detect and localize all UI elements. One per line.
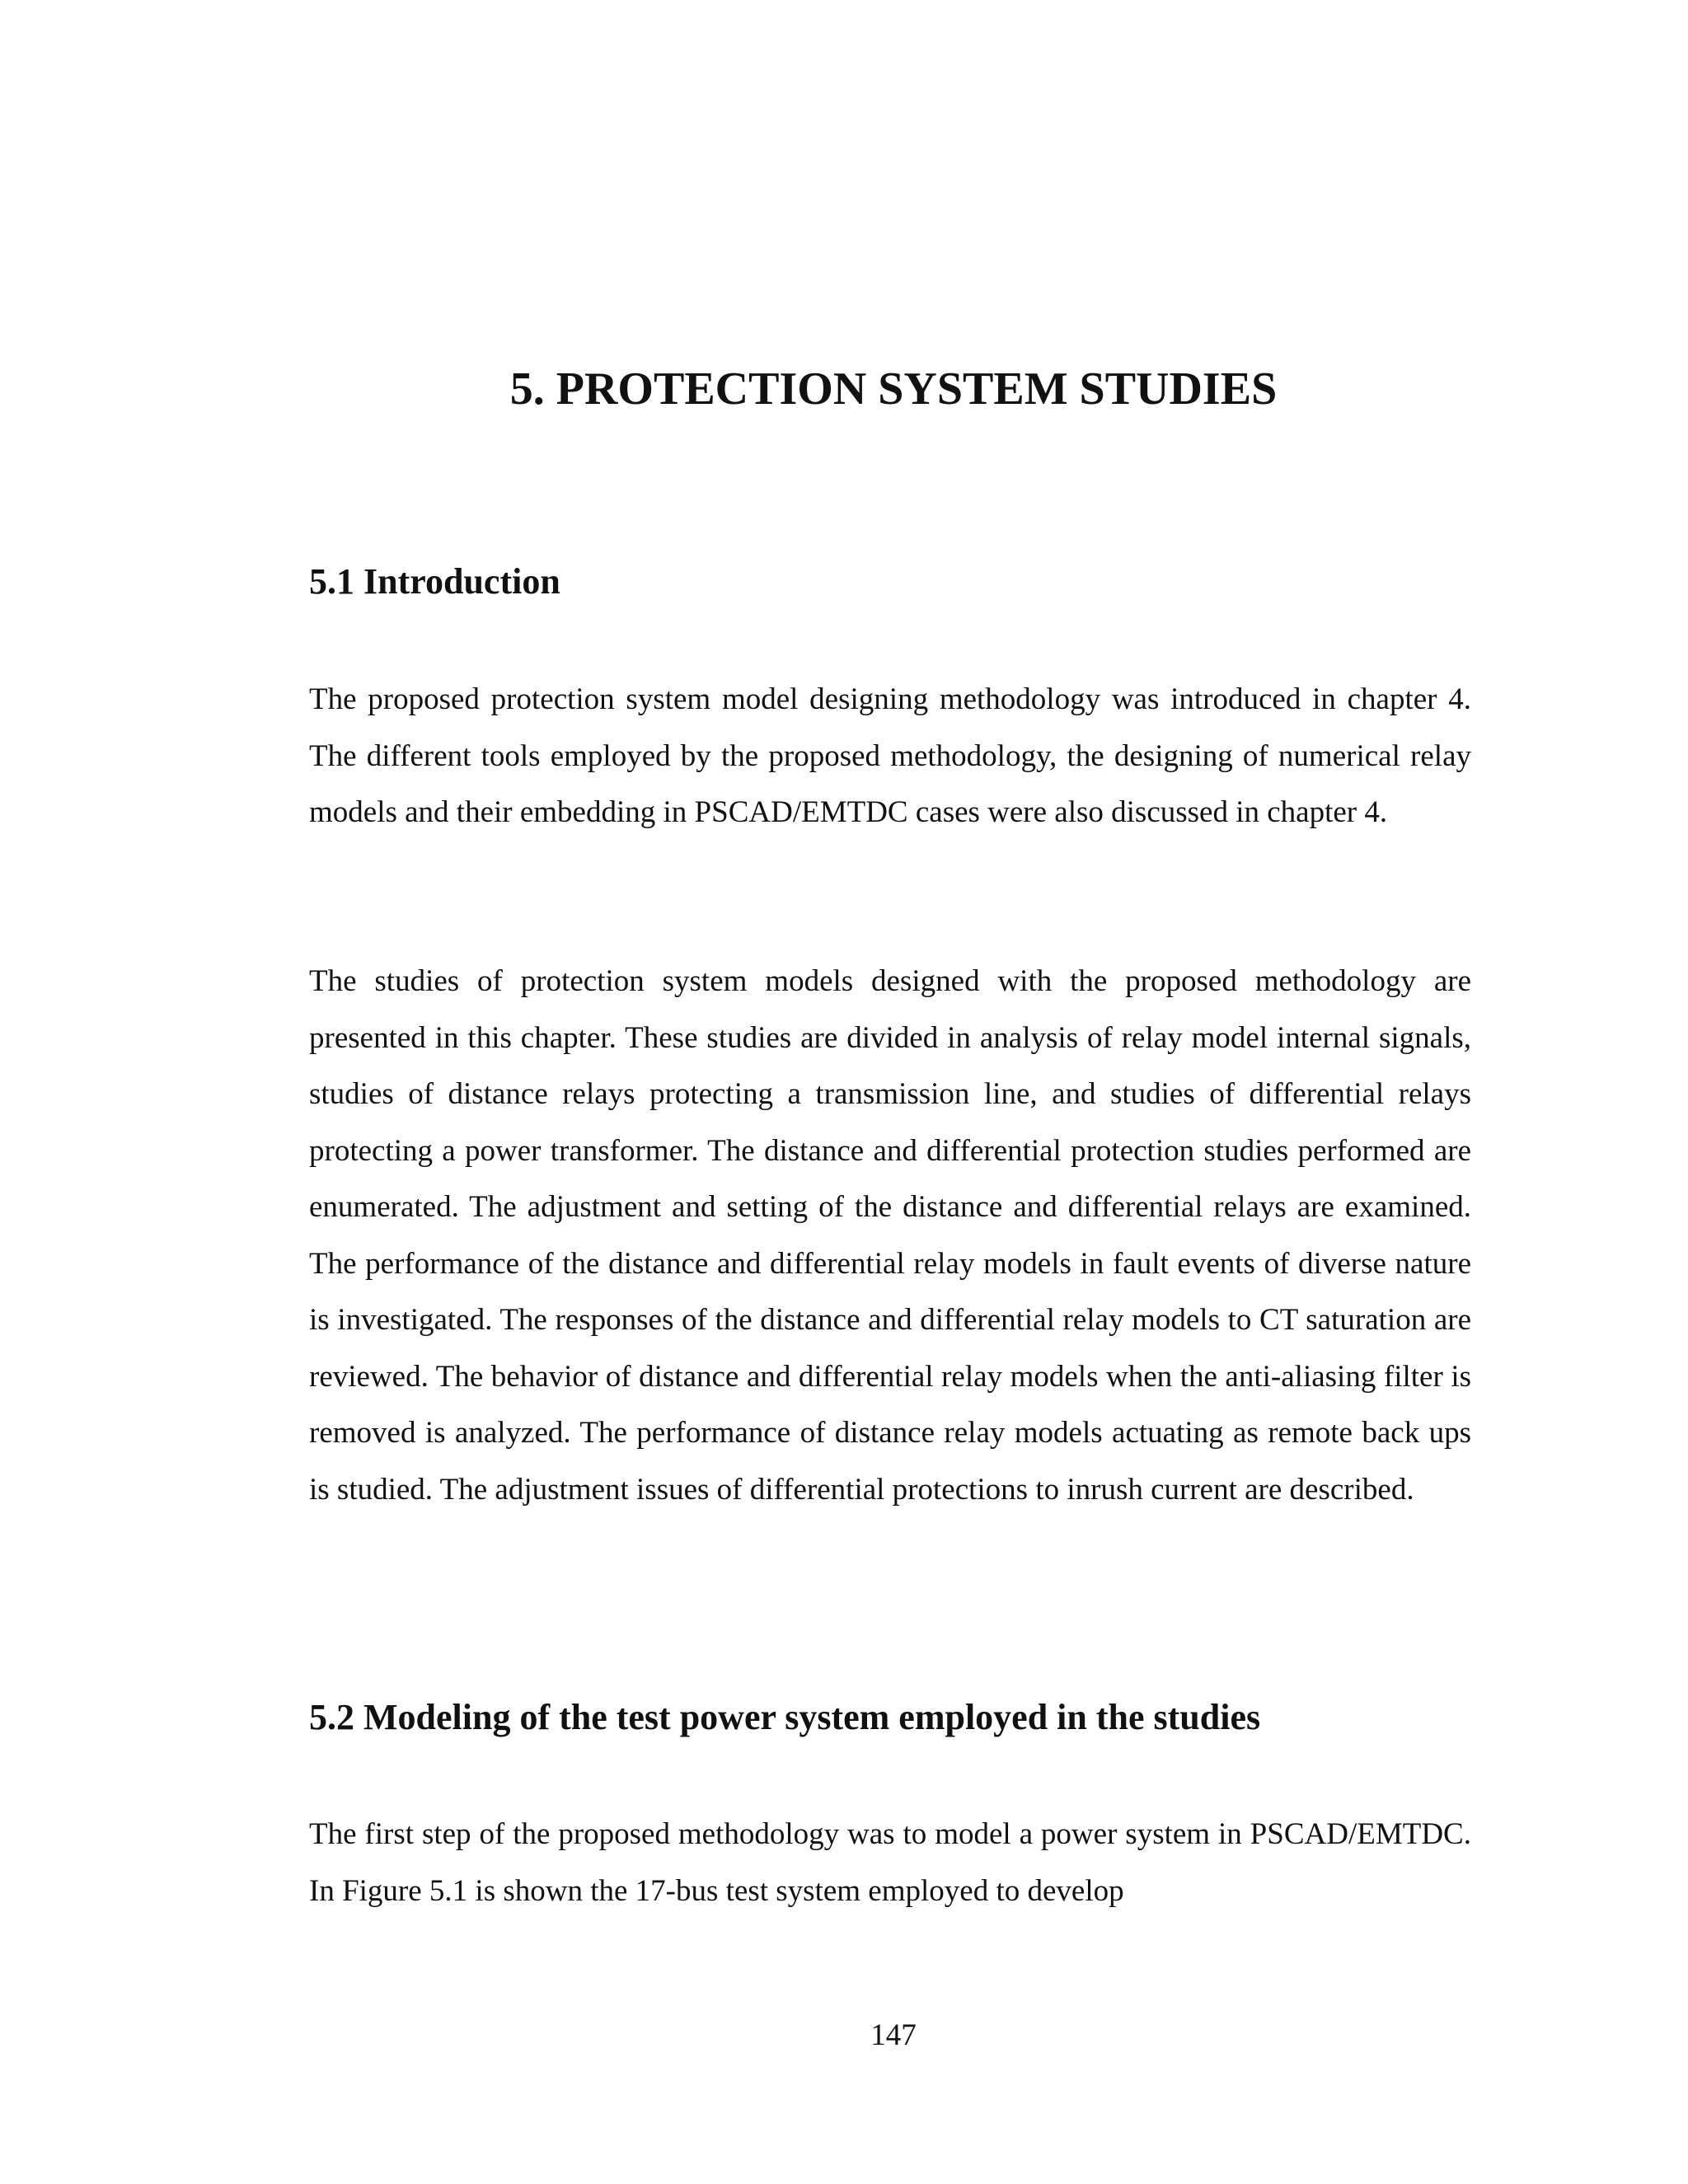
page-number: 147 bbox=[870, 2018, 917, 2052]
section-heading-modeling: 5.2 Modeling of the test power system employed in the studies bbox=[309, 1697, 1261, 1737]
introduction-paragraph-2: The studies of protection system models designed with the proposed methodology are presented in this chapter. These studies are divided in analysis of relay model internal signals, studies of distance relays protecting a transmission line, and studies of differential relays protecting a power transformer. The distance and differential protection studies performed are enumerated. The adjustment and setting of the distance and differential relays are examined. The performance of the distance and differential relay models in fault events of diverse nature is investigated. The responses of the distance and differential relay models to CT saturation are reviewed. The behavior of distance and differential relay models when the anti-aliasing filter is removed is analyzed. The performance of distance relay models actuating as remote back ups is studied. The adjustment issues of differential protections to inrush current are described. bbox=[309, 964, 1471, 1507]
chapter-title: 5. PROTECTION SYSTEM STUDIES bbox=[509, 363, 1278, 415]
section-heading-introduction: 5.1 Introduction bbox=[309, 561, 560, 602]
introduction-paragraph-1: The proposed protection system model designing methodology was introduced in chapter 4. The different tools employed by the proposed methodology, the designing of numerical relay models and their embedding in PSCAD/EMTDC cases were also discussed in chapter 4. bbox=[309, 682, 1471, 829]
modeling-paragraph-1: The first step of the proposed methodology was to model a power system in PSCAD/EMTDC. In Figure 5.1 is shown the 17-bus test system employed to develop bbox=[309, 1817, 1471, 1908]
